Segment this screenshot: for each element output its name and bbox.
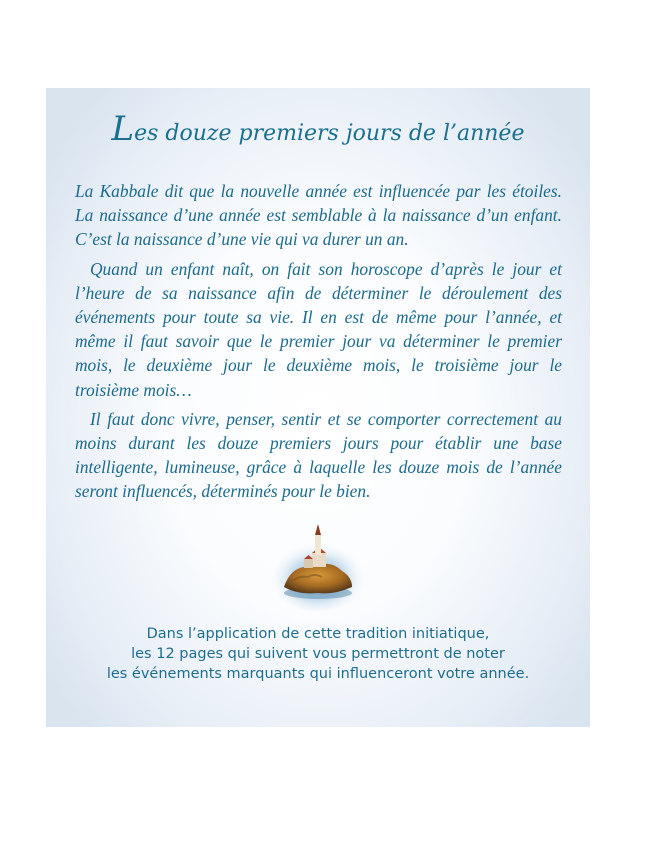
island-church-icon — [268, 521, 368, 611]
caption-line-3: les événements marquants qui influenceront votre année. — [106, 666, 530, 682]
caption-line-2: les 12 pages qui suivent vous permettront de noter — [131, 646, 505, 662]
title-rest: es douze premiers jours de l’année — [134, 121, 525, 146]
caption-line-1: Dans l’application de cette tradition initiatique, — [146, 626, 490, 642]
page-title — [46, 109, 590, 149]
paragraph-1: La Kabbale dit que la nouvelle année est influencée par les étoiles. La naissance d’une année est semblable à la naissance d’un enfant. C’est la naissance d’une vie qui va durer un an. — [75, 181, 562, 250]
paragraph-3: Il faut donc vivre, penser, sentir et se comporter correctement au moins durant les douze premiers jours pour établir une base intelligente, lumineuse, grâce à laquelle les douze mois de l’année seront influencés, déterminés pour le bien. — [75, 408, 562, 502]
title-initial: L — [111, 109, 135, 149]
paragraph-2: Quand un enfant naît, on fait son horoscope d’après le jour et l’heure de sa naissance afin de déterminer le déroulement des événements pour toute sa vie. Il en est de même pour l’année, et même il faut savoir que le premier jour va déterminer le premier mois, le deuxième jour le deuxième mois, le troisième jour le troisième mois… — [75, 258, 562, 400]
body-text — [75, 179, 562, 509]
caption — [46, 624, 590, 684]
